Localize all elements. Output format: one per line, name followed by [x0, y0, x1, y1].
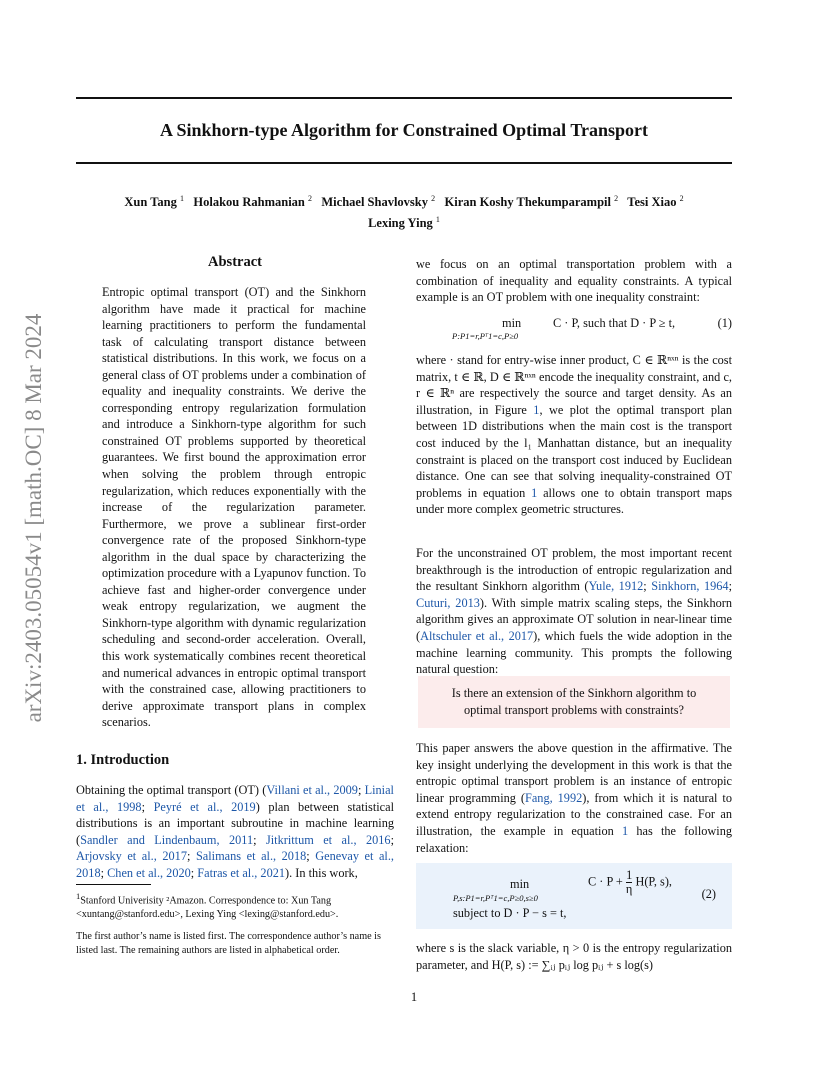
question-line: optimal transport problems with constraints? [464, 703, 684, 717]
citation-link[interactable]: Fang, 1992 [525, 790, 583, 805]
author: Michael Shavlovsky $^2$ [321, 194, 436, 210]
equation-1-body: C · P, such that D · P ≥ t, [553, 316, 676, 330]
intro-paragraph: Obtaining the optimal transport (OT) (Villani et al., 2009; Linial et al., 1998; Peyré et al., 2019) plan between statistical distributions is an important subroutine in machine learning (Sandler and Lindenbaum, 2011; Jitkrittum et al., 2016; Arjovsky et al., 2017; Salimans et al., 2018; Genevay et al., 2018; Chen et al., 2020; Fatras et al., 2021). In this work, [76, 783, 394, 880]
citation-link[interactable]: Linial et al., 1998 [76, 783, 394, 814]
abstract-text: Entropic optimal transport (OT) and the Sinkhorn algorithm have made it practical for machine learning practitioners to perform the fundamental task of calculating transport distance between statistical distributions. In this work, we focus on a general class of OT problems under a combination of equality and inequality constraints. We derive the corresponding entropy regularization formulation and introduce a Sinkhorn-type algorithm for such constrained OT problems supported by theoretical guarantees. We first bound the approximation error when solving the problem through entropic regularization, which reduces exponentially with the increase of the regularization parameter. Furthermore, we prove a sublinear first-order convergence rate of the proposed Sinkhorn-type algorithm in the dual space by characterizing the optimization procedure with a Lyapunov function. To achieve fast and higher-order convergence under weak entropy regularization, we augment the Sinkhorn-type algorithm with dynamic regularization scheduling and second-order acceleration. Overall, this work systematically combines recent theoretical and numerical advances in entropic optimal transport with the constrained case, allowing practitioners to derive approximate transport plans in complex scenarios. [102, 285, 366, 730]
citation-link[interactable]: Cuturi, 2013 [416, 595, 480, 610]
citation-link[interactable]: Peyré et al., 2019 [153, 799, 256, 814]
author-list [76, 190, 732, 232]
right-paragraph-4: This paper answers the above question in the affirmative. The key insight underlying the development in this work is that the entropic optimal transport problem is an instance of entropic linear programming (Fang, 1992), from which it is natural to extend entropy regularization to the constrained case. For an illustration, the example in equation 1 has the following relaxation: [416, 741, 732, 855]
arxiv-stamp: arXiv:2403.05054v1 [math.OC] 8 Mar 2024 [21, 313, 46, 723]
author: Lexing Ying $^1$ [368, 215, 440, 231]
figure-link[interactable]: 1 [533, 402, 540, 417]
right-paragraph-1: we focus on an optimal transportation problem with a combination of inequality and equality constraints. A typical example is an OT problem with one inequality constraint: [416, 257, 732, 305]
citation-link[interactable]: Altschuler et al., 2017 [420, 628, 534, 643]
title-bottom-rule [76, 162, 732, 164]
equation-2: min P,s:P1=r,Pᵀ1=c,P≥0,s≥0 C · P + $\frac{1}{\eta}$ H(P, s), subject to D · P − s = t, (2) [416, 863, 732, 929]
citation-link[interactable]: Jitkrittum et al., 2016 [265, 832, 391, 847]
citation-link[interactable]: Genevay et al., 2018 [76, 849, 394, 880]
author: Xun Tang $^1$ [124, 194, 184, 210]
top-rule [76, 97, 732, 99]
page-number: 1 [410, 990, 418, 1004]
citation-link[interactable]: Salimans et al., 2018 [195, 849, 307, 864]
citation-link[interactable]: Sandler and Lindenbaum, 2011 [80, 832, 254, 847]
author: Kiran Koshy Thekumparampil $^2$ [444, 194, 619, 210]
equation-link[interactable]: 1 [531, 485, 538, 500]
question-line: Is there an extension of the Sinkhorn algorithm to [451, 686, 697, 700]
equation-link[interactable]: 1 [621, 823, 629, 838]
footnote-author-order: The first author’s name is listed first. The correspondence author’s name is listed last. The remaining authors are listed in alphabetical order. [76, 931, 381, 956]
equation-number: (1) [717, 316, 732, 330]
equation-2-body: C · P + $\frac{1}{\eta}$ H(P, s), [588, 868, 672, 896]
equation-1: min P:P1=r,Pᵀ1=c,P≥0 C · P, such that D · P ≥ t, (1) [452, 316, 732, 341]
research-question-box [418, 676, 730, 728]
author: Tesi Xiao $^2$ [627, 194, 684, 210]
citation-link[interactable]: Sinkhorn, 1964 [651, 579, 729, 594]
section-heading-introduction: 1. Introduction [76, 752, 170, 768]
right-paragraph-3: For the unconstrained OT problem, the most important recent breakthrough is the introduction of entropic regularization and the resultant Sinkhorn algorithm (Yule, 1912; Sinkhorn, 1964; Cuturi, 2013). With simple matrix scaling steps, the Sinkhorn algorithm gives an approximate OT solution in near-linear time (Altschuler et al., 2017), which fuels the wide adoption in the machine learning community. This prompts the following natural question: [416, 546, 732, 677]
abstract-heading: Abstract [208, 254, 262, 270]
author: Holakou Rahmanian $^2$ [193, 194, 312, 210]
citation-link[interactable]: Yule, 1912 [588, 579, 644, 594]
right-paragraph-2: where · stand for entry-wise inner product, C ∈ ℝⁿˣⁿ is the cost matrix, t ∈ ℝ, D ∈ ℝⁿˣⁿ encode the inequality constraint, and c, r ∈ ℝⁿ are respectively the source and target density. As an illustration, in Figure 1, we plot the optimal transport plan between 1D distributions when the main cost is the transport cost induced by the l₁ Manhattan distance, but an inequality constraint is placed on the transport cost induced by Euclidean distance. One can see that solving inequality-constrained OT problems in equation 1 allows one to obtain transport maps under more complex geometric structures. [416, 353, 732, 517]
citation-link[interactable]: Arjovsky et al., 2017 [76, 849, 187, 864]
right-paragraph-5: where s is the slack variable, η > 0 is the entropy regularization parameter, and H(P, s) := ∑ᵢⱼ pᵢⱼ log pᵢⱼ + s log(s) [416, 941, 732, 972]
paper-title: A Sinkhorn-type Algorithm for Constrained Optimal Transport [159, 120, 649, 140]
citation-link[interactable]: Fatras et al., 2021 [197, 865, 286, 880]
citation-link[interactable]: Villani et al., 2009 [266, 783, 358, 797]
footnote-affiliations: $^1$Stanford Univerisity ²Amazon. Correspondence to: Xun Tang <xuntang@stanford.edu>, Lexing Ying <lexing@stanford.edu>. [76, 891, 339, 920]
footnote-rule [76, 884, 151, 885]
equation-number: (2) [701, 887, 716, 901]
citation-link[interactable]: Chen et al., 2020 [107, 865, 191, 880]
